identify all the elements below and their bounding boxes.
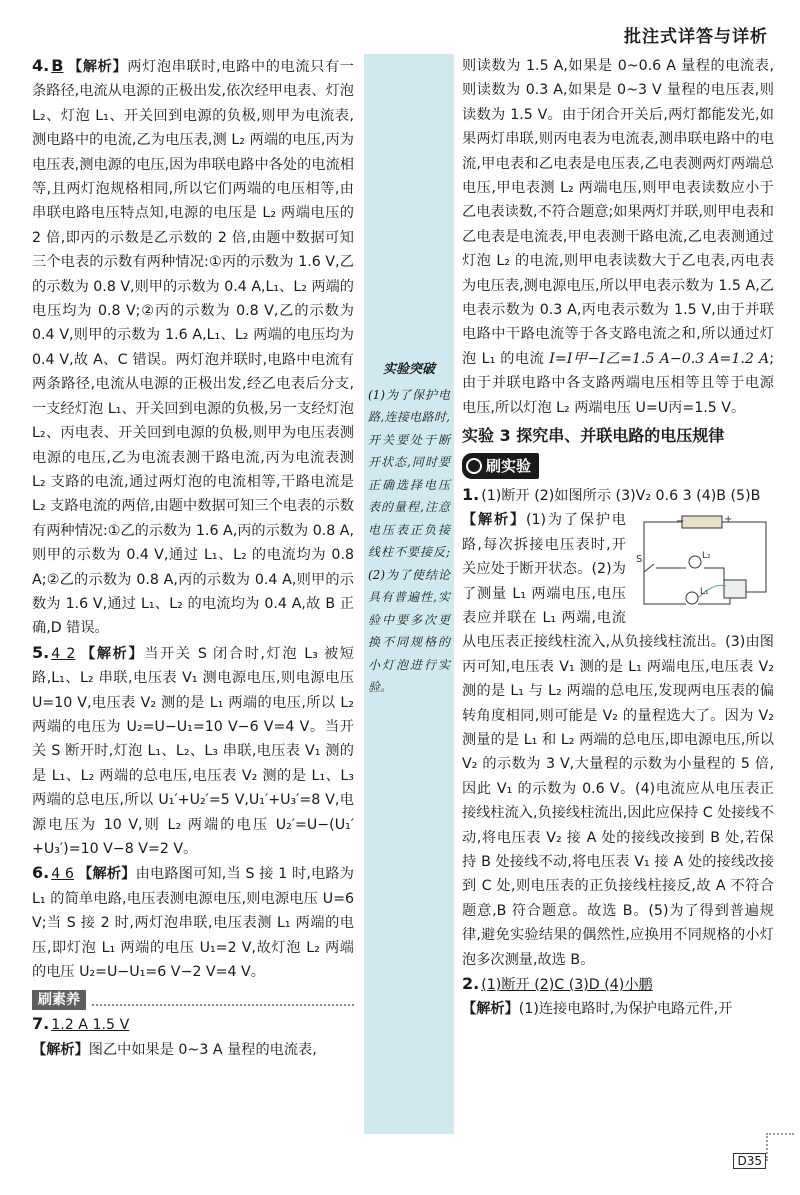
l2-label: L₂ bbox=[702, 551, 711, 562]
experiment-2 bbox=[462, 972, 774, 1022]
battery-icon bbox=[682, 516, 722, 528]
answer: (1)断开 (2)如图所示 (3)V₂ 0.6 3 (4)B (5)B bbox=[481, 487, 761, 504]
analysis-text: (1)为了保护电路,每次拆接电压表时,开关应处于断开状态。(2)为了测量 L₁ 两端电压,电压表应并联在 L₁ 两端,电流从电压表正接线柱流入,从负接线柱流出。(3)由图丙可知,电压表 V₁ 测的是 L₁ 两端电压,电压表 V₂ 测的是 L₁ 与 L₂ 两端的总电压,发现两电压表的偏转角度相同,则可能是 V₂ 的量程选大了。因为 V₂ 测量的是 L₁ 和 L₂ 两端的总电压,即电源电压,所以 V₂ 的示数为 3 V,大量程的示数为小量程的 5 倍,因此 V₁ 的示数为 0.6 V。(4)电流应从电压表正接线柱流入,负接线柱流出,因此应保持 C 处接线不动,将电压表 V₂ 接 A 处的接线改接到 B 处,若保持 B 处接线不动,将电压表 V₁ 接 A 处的接线改接到 C 处,则电压表的正负接线柱接反,故 A 不符合题意,B 符合题意。故选 B。(5)为了得到普遍规律,避免实验结果的偶然性,应换用不同规格的小灯泡多次测量,故选 B。 bbox=[462, 512, 774, 968]
analysis-text: 图乙中如果是 0~3 A 量程的电流表, bbox=[88, 1041, 317, 1058]
left-column bbox=[32, 54, 354, 1062]
battery-minus: − bbox=[676, 516, 685, 528]
answer: 1.2 A 1.5 V bbox=[51, 1017, 130, 1034]
page-header-title: 批注式详答与详析 bbox=[624, 27, 768, 47]
continued-text: 则读数为 1.5 A,如果是 0~0.6 A 量程的电流表,则读数为 0.3 A,如果是 0~3 V 量程的电压表,则读数为 1.5 V。由于闭合开关后,两灯都能发光,如果两灯串联,则丙电表为电流表,测串联电路中的电流,甲电表和乙电表是电压表,乙电表测两灯两端总电压,甲电表测 L₂ 两端电压,则甲电表读数应小于乙电表读数,不符合题意;如果两灯并联,则甲电表和乙电表是电流表,甲电表测干路电流,乙电表测通过灯泡 L₂ 的电流,则甲电表读数大于乙电表,丙电表为电压表,测电源电压,所以甲电表示数为 1.5 A,乙电表示数为 0.3 A,丙电表示数为 1.5 V,由于并联电路中干路电流等于各支路电流之和,所以通过灯泡 L₁ 的电流 bbox=[462, 58, 774, 367]
question-7 bbox=[32, 1012, 354, 1062]
section-title: 实验 3 探究串、并联电路的电压规律 bbox=[462, 426, 725, 446]
voltmeter-icon bbox=[724, 580, 746, 598]
circuit-diagram bbox=[634, 512, 774, 622]
answer: 4 2 bbox=[51, 645, 76, 662]
suyang-badge: 刷素养 bbox=[32, 990, 86, 1010]
lamp-l2-icon bbox=[689, 556, 701, 568]
question-4 bbox=[32, 54, 354, 641]
switch-label: S bbox=[636, 554, 643, 566]
analysis-tag: 【解析】 bbox=[67, 59, 128, 75]
question-5 bbox=[32, 641, 354, 862]
wire bbox=[644, 522, 682, 572]
right-column bbox=[462, 54, 774, 1022]
corner-decoration bbox=[766, 1133, 794, 1161]
answer: (1)断开 (2)C (3)D (4)小鹏 bbox=[481, 977, 653, 994]
question-number: 2. bbox=[462, 974, 480, 994]
question-number: 4. bbox=[32, 56, 50, 75]
page-number: D35 bbox=[733, 1153, 766, 1169]
question-number: 1. bbox=[462, 484, 480, 504]
sidebar-note bbox=[364, 359, 454, 699]
question-number: 7. bbox=[32, 1014, 50, 1034]
question-number: 5. bbox=[32, 642, 50, 662]
answer: 4 6 bbox=[51, 866, 74, 883]
question-number: 6. bbox=[32, 863, 50, 883]
analysis-tag: 【解析】 bbox=[462, 512, 526, 529]
battery-plus: + bbox=[724, 514, 733, 526]
badge-label: 刷实验 bbox=[486, 456, 532, 475]
badge-icon bbox=[466, 458, 482, 474]
analysis-tag: 【解析】 bbox=[79, 645, 145, 662]
wire bbox=[644, 564, 724, 580]
analysis-text: 由电路图可知,当 S 接 1 时,电路为 L₁ 的简单电路,电压表测电源电压,则电源电压 U=6 V;当 S 接 2 时,两灯泡串联,电压表测 L₁ 两端的电压,即灯泡 L₁ 两端的电压 U₁=2 V,故灯泡 L₂ 两端的电压 U₂=U−U₁=6 V−2 V=4 V。 bbox=[32, 866, 354, 981]
experiment-1 bbox=[462, 483, 774, 972]
section-divider bbox=[32, 990, 354, 1010]
question-7-continued bbox=[462, 54, 774, 420]
continued-text-2: ;由于并联电路中各支路两端电压相等且等于电源电压,所以灯泡 L₂ 两端电压 U=U丙=1.5 V。 bbox=[462, 350, 774, 416]
analysis-text: 两灯泡串联时,电路中的电流只有一条路径,电流从电源的正极出发,依次经甲电表、灯泡 L₂、灯泡 L₁、开关回到电源的负极,则甲为电流表,测电路中的电流,乙为电压表,测 L₂ 两端的电压,丙为电压表,测电源的电压,因为串联电路中各处的电流相等,且两灯泡规格相同,所以它们两端的电压相等,由串联电路电压特点知,电源的电压是 L₂ 两端电压的 2 倍,即丙的示数是乙示数的 2 倍,由题中数据可知三个电表的示数有两种情况:①丙的示数为 1.6 V,乙的示数为 0.8 V,则甲的示数为 0.4 A,L₁、L₂ 两端的电压均为 0.8 V;②丙的示数为 0.8 V,乙的示数为 0.4 V,则甲的示数为 1.6 A,L₁、L₂ 两端的电压均为 0.4 V,故 A、C 错误。两灯泡并联时,电路中电流有两条路径,电流从电源的正极出发,经乙电表后分支,一支经灯泡 L₁、开关回到电源的负极,另一支经灯泡 L₂、丙电表、开关回到电源的负极,则甲为电压表测电源的电压,乙为电流表测干路电流,丙为电流表测 L₂ 支路的电流,通过两灯泡的电流相等,干路电流是 L₂ 支路电流的两倍,由题中数据可知三个电表的示数有两种情况:①乙的示数为 1.6 A,丙的示数为 0.8 A,则甲的示数为 0.4 V,通过 L₁、L₂ 的电流均为 0.8 A;②乙的示数为 0.8 A,丙的示数为 0.4 A,则甲的示数为 1.6 V,通过 L₁、L₂ 的电流均为 0.4 A,故 B 正确,D 错误。 bbox=[32, 59, 354, 637]
lamp-l1-icon bbox=[686, 592, 698, 604]
sidebar-text: (1)为了保护电路,连接电路时,开关要处于断开状态,同时要正确选择电压表的量程,注意电压表正负接线柱不要接反;(2)为了使结论具有普遍性,实验中要多次更换不同规格的小灯泡进行实验。 bbox=[368, 387, 450, 694]
annotation-sidebar bbox=[364, 54, 454, 1134]
question-6 bbox=[32, 861, 354, 984]
analysis-tag: 【解析】 bbox=[77, 866, 136, 883]
analysis-tag: 【解析】 bbox=[32, 1041, 89, 1058]
analysis-tag: 【解析】 bbox=[462, 1001, 519, 1018]
l1-label: L₁ bbox=[700, 587, 709, 598]
experiment-badge bbox=[462, 453, 539, 479]
answer: B bbox=[51, 56, 64, 75]
analysis-text: (1)连接电路时,为保护电路元件,开 bbox=[518, 1001, 733, 1018]
analysis-text: 当开关 S 闭合时,灯泡 L₃ 被短路,L₁、L₂ 串联,电压表 V₁ 测电源电压,则电源电压 U=10 V,电压表 V₂ 测的是 L₁ 两端的电压,所以 L₂ 两端的电压为 U₂=U−U₁=10 V−6 V=4 V。当开关 S 断开时,灯泡 L₁、L₂、L₃ 串联,电压表 V₁ 测的是 L₁、L₂ 两端的总电压,电压表 V₂ 测的是 L₁、L₃ 两端的总电压,所以 U₁′+U₂′=5 V,U₁′+U₃′=8 V,电源电压为 10 V,则 L₂ 两端的电压 U₂′=U−(U₁′+U₃′)=10 V−8 V=2 V。 bbox=[32, 645, 354, 857]
dotted-line bbox=[92, 994, 354, 1006]
sidebar-title: 实验突破 bbox=[382, 362, 435, 377]
formula: I=I甲−I乙=1.5 A−0.3 A=1.2 A bbox=[549, 350, 770, 367]
